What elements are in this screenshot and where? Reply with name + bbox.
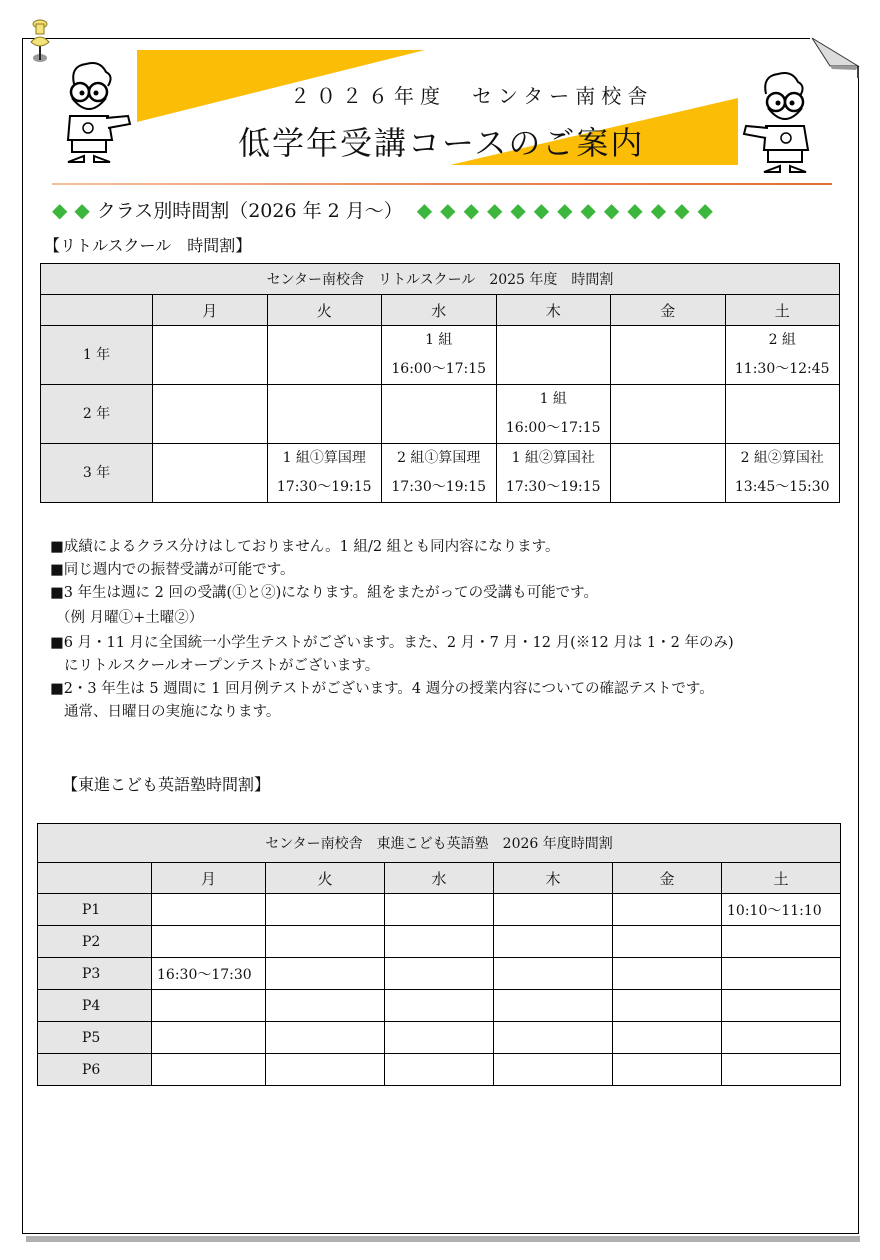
timetable-cell bbox=[722, 1054, 841, 1086]
corner-cell bbox=[41, 295, 153, 326]
timetable-cell bbox=[385, 894, 494, 926]
diamond-icon: ◆ bbox=[697, 197, 713, 222]
timetable-cell bbox=[267, 385, 382, 444]
timetable-cell bbox=[153, 385, 268, 444]
timetable-cell bbox=[722, 926, 841, 958]
class-name bbox=[153, 326, 267, 355]
timetable-cell bbox=[722, 1022, 841, 1054]
class-time bbox=[382, 414, 496, 443]
little-school-timetable bbox=[40, 263, 840, 503]
class-name bbox=[382, 385, 496, 414]
class-time bbox=[268, 414, 382, 443]
timetable-cell bbox=[385, 958, 494, 990]
timetable-cell bbox=[494, 926, 613, 958]
timetable-cell bbox=[613, 926, 722, 958]
timetable-cell bbox=[267, 326, 382, 385]
class-name bbox=[611, 444, 725, 473]
notes-list bbox=[50, 536, 734, 724]
timetable-cell bbox=[611, 326, 726, 385]
english-school-timetable bbox=[37, 823, 841, 1086]
timetable-cell bbox=[722, 958, 841, 990]
class-time: 17:30～19:15 bbox=[391, 479, 487, 495]
day-header: 土 bbox=[725, 295, 840, 326]
day-header: 土 bbox=[722, 863, 841, 894]
grade-label: 3 年 bbox=[41, 444, 153, 503]
table-row bbox=[38, 1022, 841, 1054]
timetable-cell bbox=[494, 958, 613, 990]
diamond-icon: ◆ bbox=[463, 197, 479, 222]
timetable-cell bbox=[152, 894, 266, 926]
timetable-cell bbox=[382, 444, 497, 503]
class-name bbox=[153, 444, 267, 473]
day-header: 金 bbox=[613, 863, 722, 894]
period-label: P4 bbox=[38, 990, 152, 1022]
timetable-cell: 16:30～17:30 bbox=[152, 958, 266, 990]
timetable-cell bbox=[266, 1054, 385, 1086]
day-header: 火 bbox=[267, 295, 382, 326]
diamond-icon: ◆ bbox=[627, 197, 643, 222]
day-header: 火 bbox=[266, 863, 385, 894]
title-divider bbox=[52, 183, 832, 185]
timetable-cell bbox=[152, 1054, 266, 1086]
period-label: P1 bbox=[38, 894, 152, 926]
diamond-icon: ◆ bbox=[603, 197, 620, 222]
timetable-cell bbox=[382, 385, 497, 444]
timetable-cell bbox=[494, 1022, 613, 1054]
day-header: 月 bbox=[152, 863, 266, 894]
year-school-label: ２０２６年度 センター南校舎 bbox=[290, 84, 654, 108]
class-time bbox=[611, 473, 725, 502]
timetable-cell bbox=[385, 990, 494, 1022]
timetable-cell bbox=[613, 894, 722, 926]
timetable-cell bbox=[613, 958, 722, 990]
timetable-cell bbox=[613, 1054, 722, 1086]
timetable-cell bbox=[266, 990, 385, 1022]
day-header-row bbox=[38, 863, 841, 894]
timetable-cell bbox=[153, 326, 268, 385]
class-name bbox=[268, 385, 382, 414]
class-name bbox=[497, 326, 611, 355]
timetable-cell bbox=[725, 444, 840, 503]
section-heading bbox=[52, 196, 713, 223]
note-item: ■成績によるクラス分けはしておりません。1 組/2 組とも同内容になります。 bbox=[50, 539, 560, 555]
timetable-cell bbox=[725, 326, 840, 385]
class-name: 2 組②算国社 bbox=[740, 450, 824, 466]
timetable-cell bbox=[494, 1054, 613, 1086]
diamond-icon: ◆ bbox=[580, 197, 596, 222]
class-name: 2 組①算国理 bbox=[397, 450, 481, 466]
class-time: 17:30～19:15 bbox=[276, 479, 372, 495]
table-row bbox=[41, 444, 840, 503]
class-name bbox=[611, 385, 725, 414]
class-name: 1 組②算国社 bbox=[511, 450, 595, 466]
day-header: 月 bbox=[153, 295, 268, 326]
note-item: ■同じ週内での振替受講が可能です。 bbox=[50, 562, 295, 578]
table-caption: センター南校舎 リトルスクール 2025 年度 時間割 bbox=[41, 264, 840, 295]
class-name bbox=[726, 385, 840, 414]
table-row bbox=[38, 958, 841, 990]
day-header-row bbox=[41, 295, 840, 326]
table-row bbox=[38, 1054, 841, 1086]
diamond-icon: ◆ bbox=[510, 197, 526, 222]
diamond-icon: ◆ bbox=[557, 197, 573, 222]
note-continuation: にリトルスクールオープンテストがございます。 bbox=[64, 658, 380, 674]
class-name: 1 組①算国理 bbox=[282, 450, 366, 466]
day-header: 木 bbox=[496, 295, 611, 326]
corner-cell bbox=[38, 863, 152, 894]
table-row bbox=[38, 894, 841, 926]
timetable-cell bbox=[382, 326, 497, 385]
diamond-icon: ◆ bbox=[416, 197, 433, 222]
section-title: クラス別時間割（2026 年 2 月～） bbox=[96, 200, 403, 222]
class-name: 2 組 bbox=[768, 332, 796, 348]
period-label: P5 bbox=[38, 1022, 152, 1054]
day-header: 木 bbox=[494, 863, 613, 894]
timetable-cell bbox=[611, 444, 726, 503]
class-time bbox=[153, 355, 267, 384]
class-time bbox=[153, 414, 267, 443]
timetable-cell bbox=[494, 894, 613, 926]
timetable-cell bbox=[611, 385, 726, 444]
diamond-icon: ◆ bbox=[74, 197, 90, 222]
table-row bbox=[38, 990, 841, 1022]
note-item: ■2・3 年生は 5 週間に 1 回月例テストがございます。4 週分の授業内容についての確認テストです。 bbox=[50, 681, 714, 697]
table-row bbox=[41, 326, 840, 385]
diamond-icon: ◆ bbox=[440, 197, 456, 222]
timetable-cell bbox=[725, 385, 840, 444]
class-time: 16:00～17:15 bbox=[505, 420, 601, 436]
timetable-cell bbox=[266, 1022, 385, 1054]
timetable-cell bbox=[266, 926, 385, 958]
diamond-icon: ◆ bbox=[674, 197, 690, 222]
class-time bbox=[497, 355, 611, 384]
class-time bbox=[726, 414, 840, 443]
timetable-cell bbox=[152, 990, 266, 1022]
period-label: P6 bbox=[38, 1054, 152, 1086]
class-name: 1 組 bbox=[539, 391, 567, 407]
class-time bbox=[153, 473, 267, 502]
timetable-cell bbox=[266, 958, 385, 990]
note-item: ■3 年生は週に 2 回の受講(①と②)になります。組をまたがっての受講も可能です。 bbox=[50, 585, 598, 601]
cartoon-boy-right-icon bbox=[738, 68, 818, 178]
little-school-heading: 【リトルスクール 時間割】 bbox=[44, 236, 252, 255]
note-continuation: 通常、日曜日の実施になります。 bbox=[64, 704, 281, 720]
class-time: 16:00～17:15 bbox=[391, 361, 487, 377]
cartoon-boy-left-icon bbox=[56, 58, 136, 168]
timetable-cell bbox=[385, 1022, 494, 1054]
timetable-cell bbox=[266, 894, 385, 926]
diamond-icon: ◆ bbox=[533, 197, 550, 222]
class-time bbox=[268, 355, 382, 384]
table-caption: センター南校舎 東進こども英語塾 2026 年度時間割 bbox=[38, 824, 841, 863]
grade-label: 2 年 bbox=[41, 385, 153, 444]
class-time bbox=[611, 414, 725, 443]
day-header: 水 bbox=[382, 295, 497, 326]
diamond-icon: ◆ bbox=[650, 197, 667, 222]
timetable-cell bbox=[496, 326, 611, 385]
note-example: （例 月曜①+土曜②） bbox=[56, 610, 204, 626]
class-time bbox=[611, 355, 725, 384]
timetable-cell bbox=[385, 1054, 494, 1086]
diamond-icon: ◆ bbox=[486, 197, 503, 222]
page-title: 低学年受講コースのご案内 bbox=[238, 124, 645, 162]
timetable-cell bbox=[494, 990, 613, 1022]
class-name bbox=[268, 326, 382, 355]
period-label: P2 bbox=[38, 926, 152, 958]
class-time: 11:30～12:45 bbox=[734, 361, 830, 377]
timetable-cell bbox=[613, 1022, 722, 1054]
timetable-cell bbox=[613, 990, 722, 1022]
diamond-icon: ◆ bbox=[52, 197, 68, 222]
timetable-cell bbox=[153, 444, 268, 503]
note-item: ■6 月・11 月に全国統一小学生テストがございます。また、2 月・7 月・12 月(※12 月は 1・2 年のみ) bbox=[50, 635, 734, 651]
timetable-cell bbox=[496, 385, 611, 444]
timetable-cell bbox=[496, 444, 611, 503]
class-name bbox=[153, 385, 267, 414]
timetable-cell bbox=[152, 926, 266, 958]
timetable-cell bbox=[722, 990, 841, 1022]
table-row bbox=[41, 385, 840, 444]
timetable-cell bbox=[385, 926, 494, 958]
class-name: 1 組 bbox=[425, 332, 453, 348]
timetable-cell bbox=[152, 1022, 266, 1054]
class-time: 17:30～19:15 bbox=[505, 479, 601, 495]
day-header: 金 bbox=[611, 295, 726, 326]
grade-label: 1 年 bbox=[41, 326, 153, 385]
page-shadow bbox=[26, 1236, 860, 1242]
class-name bbox=[611, 326, 725, 355]
class-time: 13:45～15:30 bbox=[734, 479, 830, 495]
day-header: 水 bbox=[385, 863, 494, 894]
english-school-heading: 【東進こども英語塾時間割】 bbox=[62, 775, 271, 794]
timetable-cell: 10:10～11:10 bbox=[722, 894, 841, 926]
period-label: P3 bbox=[38, 958, 152, 990]
diamond-row bbox=[417, 198, 713, 222]
table-row bbox=[38, 926, 841, 958]
timetable-cell bbox=[267, 444, 382, 503]
